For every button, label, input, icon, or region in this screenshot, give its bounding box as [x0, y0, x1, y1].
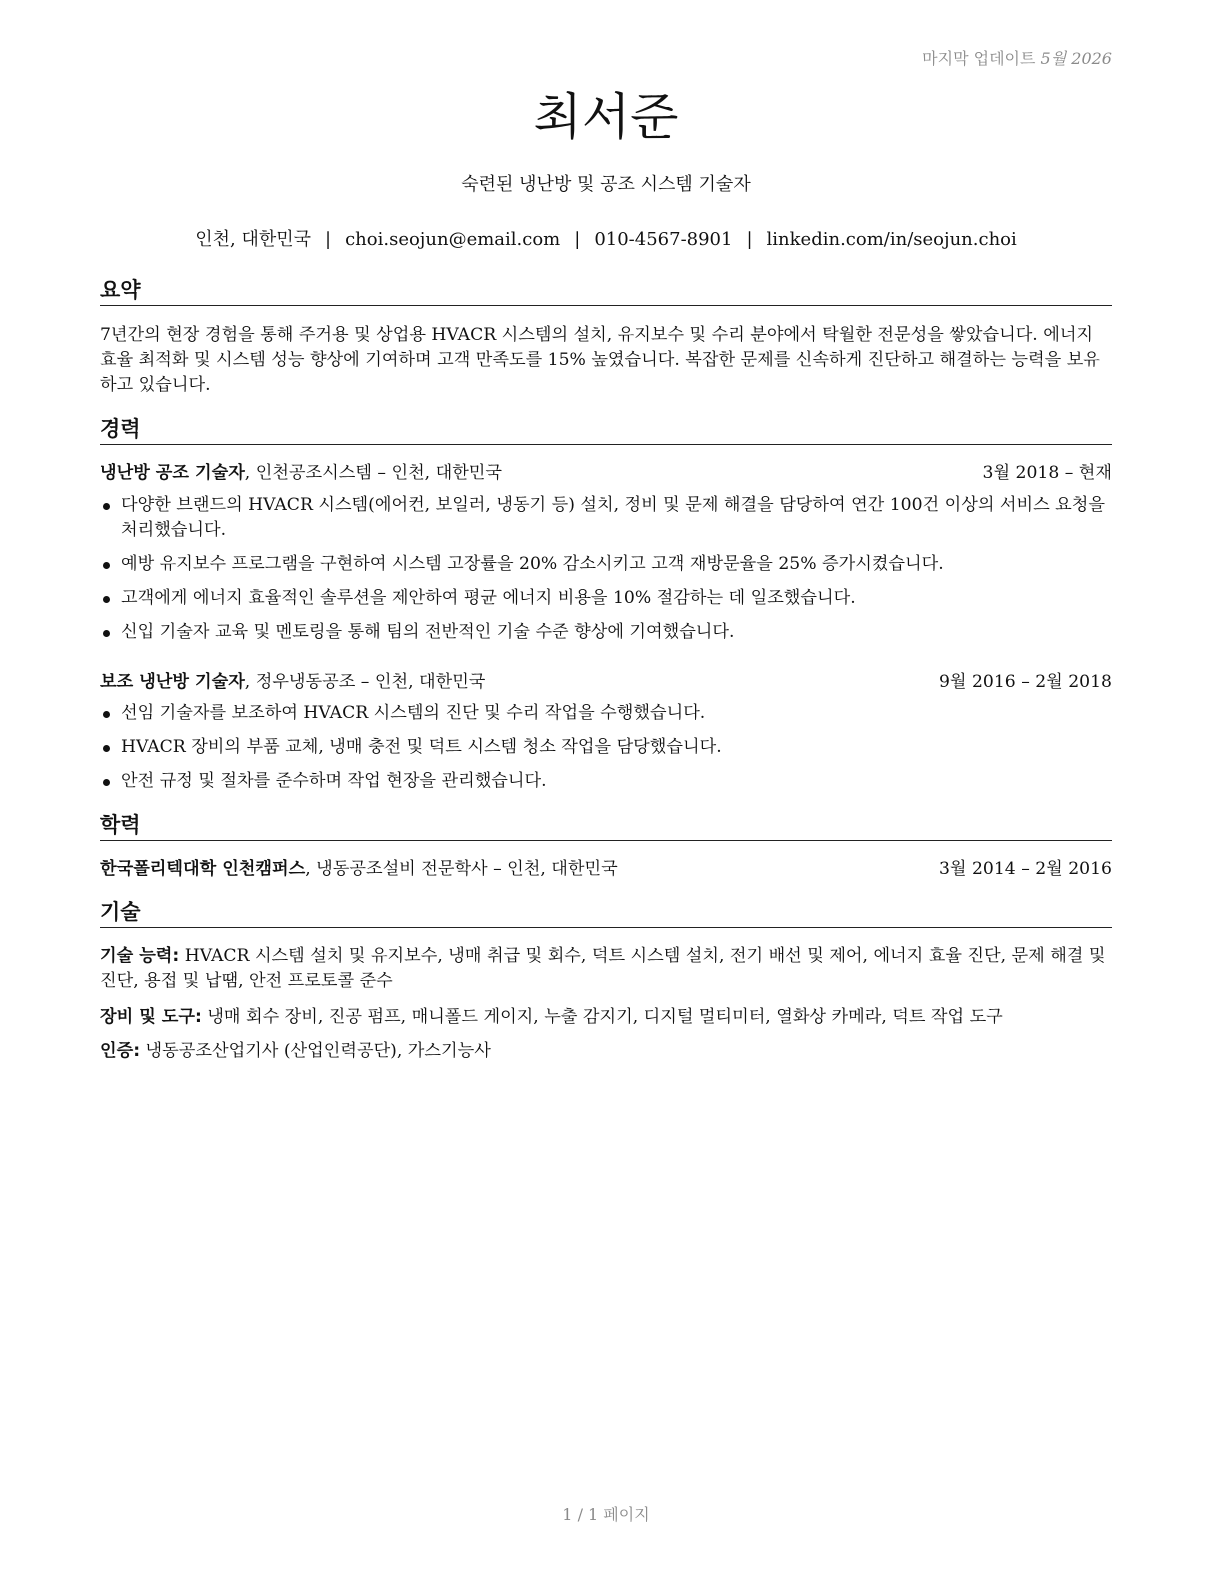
list-item: 예방 유지보수 프로그램을 구현하여 시스템 고장률을 20% 감소시키고 고객 재방문율을 25% 증가시켰습니다.	[100, 552, 1112, 577]
contact-email[interactable]: choi.seojun@email.com	[345, 229, 561, 250]
list-item: HVACR 장비의 부품 교체, 냉매 충전 및 덕트 시스템 청소 작업을 담당했습니다.	[100, 735, 1112, 760]
job-bullets	[100, 701, 1112, 803]
skill-label: 기술 능력:	[100, 946, 180, 966]
job-header	[100, 670, 1112, 694]
candidate-name: 최서준	[533, 88, 679, 146]
contact-line	[100, 225, 1112, 251]
job-org: , 정우냉동공조 – 인천, 대한민국	[244, 672, 486, 692]
contact-location: 인천, 대한민국	[195, 229, 312, 250]
job-role: 보조 냉난방 기술자	[100, 672, 245, 692]
skill-value: HVACR 시스템 설치 및 유지보수, 냉매 취급 및 회수, 덕트 시스템 설치, 전기 배선 및 제어, 에너지 효율 진단, 문제 해결 및 진단, 용접 및 납땜, 안전 프로토콜 준수	[100, 946, 1106, 991]
contact-linkedin[interactable]: linkedin.com/in/seojun.choi	[766, 229, 1017, 250]
section-title-experience: 경력	[100, 416, 1112, 445]
education-detail: , 냉동공조설비 전문학사 – 인천, 대한민국	[305, 859, 618, 879]
skill-label: 장비 및 도구:	[100, 1007, 202, 1027]
candidate-headline: 숙련된 냉난방 및 공조 시스템 기술자	[461, 174, 751, 195]
skill-row	[100, 1039, 1112, 1064]
skill-value: 냉매 회수 장비, 진공 펌프, 매니폴드 게이지, 누출 감지기, 디지털 멀티미터, 열화상 카메라, 덕트 작업 도구	[201, 1007, 1003, 1027]
list-item: 안전 규정 및 절차를 준수하며 작업 현장을 관리했습니다.	[100, 769, 1112, 794]
job-role: 냉난방 공조 기술자	[100, 463, 245, 483]
job-title-line	[100, 670, 485, 694]
skill-row	[100, 944, 1112, 994]
section-title-skills: 기술	[100, 899, 1112, 928]
job-org: , 인천공조시스템 – 인천, 대한민국	[244, 463, 503, 483]
education-entry	[100, 857, 1112, 881]
job-dates: 9월 2016 – 2월 2018	[938, 672, 1112, 692]
contact-separator: |	[325, 229, 332, 250]
skill-row	[100, 1005, 1112, 1030]
skill-value: 냉동공조산업기사 (산업인력공단), 가스기능사	[140, 1041, 491, 1061]
resume-page	[100, 0, 1112, 1584]
list-item: 신입 기술자 교육 및 멘토링을 통해 팀의 전반적인 기술 수준 향상에 기여했습니다.	[100, 620, 1112, 645]
education-school: 한국폴리텍대학 인천캠퍼스	[100, 859, 306, 879]
job-title-line	[100, 461, 502, 485]
education-line	[100, 857, 618, 881]
summary-text: 7년간의 현장 경험을 통해 주거용 및 상업용 HVACR 시스템의 설치, 유지보수 및 수리 분야에서 탁월한 전문성을 쌓았습니다. 에너지 효율 최적화 및 시스템 성능 향상에 기여하며 고객 만족도를 15% 높였습니다. 복잡한 문제를 신속하게 진단하고 해결하는 능력을 보유하고 있습니다.	[100, 325, 1100, 395]
contact-separator: |	[574, 229, 581, 250]
section-title-summary: 요약	[100, 277, 1112, 306]
section-title-education: 학력	[100, 812, 1112, 841]
contact-separator: |	[746, 229, 753, 250]
job-header	[100, 461, 1112, 485]
skill-label: 인증:	[100, 1041, 141, 1061]
list-item: 다양한 브랜드의 HVACR 시스템(에어컨, 보일러, 냉동기 등) 설치, 정비 및 문제 해결을 담당하여 연간 100건 이상의 서비스 요청을 처리했습니다.	[100, 493, 1112, 543]
job-dates: 3월 2018 – 현재	[982, 463, 1112, 483]
contact-phone: 010-4567-8901	[594, 229, 733, 250]
last-updated-date: 5월 2026	[1040, 49, 1112, 68]
list-item: 고객에게 에너지 효율적인 솔루션을 제안하여 평균 에너지 비용을 10% 절감하는 데 일조했습니다.	[100, 586, 1112, 611]
list-item: 선임 기술자를 보조하여 HVACR 시스템의 진단 및 수리 작업을 수행했습니다.	[100, 701, 1112, 726]
last-updated-label: 마지막 업데이트	[922, 49, 1036, 68]
education-dates: 3월 2014 – 2월 2016	[938, 859, 1112, 879]
last-updated	[922, 46, 1112, 69]
job-bullets	[100, 493, 1112, 654]
page-number: 1 / 1 페이지	[562, 1505, 650, 1524]
